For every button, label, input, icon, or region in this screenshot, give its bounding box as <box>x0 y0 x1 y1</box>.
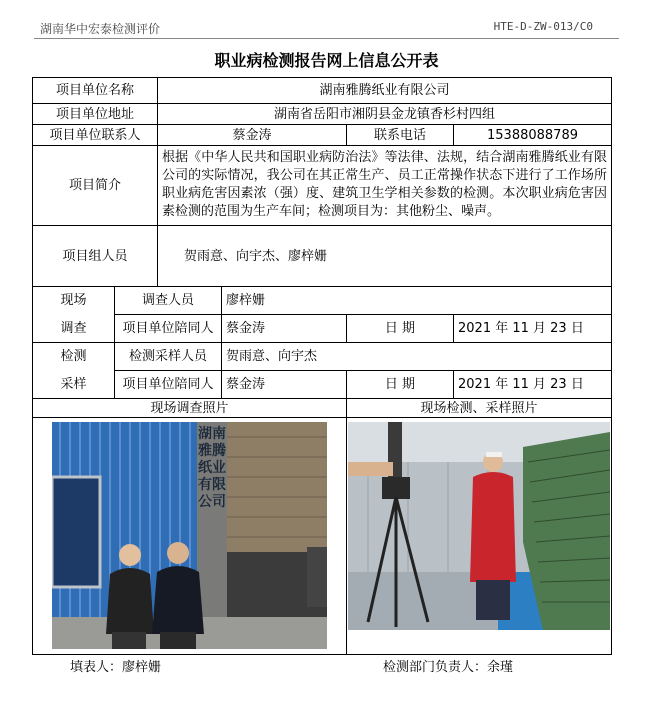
company-sign-text: 湖南雅腾纸业有限公司 <box>198 426 226 510</box>
filler-signature: 填表人：廖梓姗 <box>70 660 162 675</box>
unit-address-value: 湖南省岳阳市湘阴县金龙镇香杉村四组 <box>157 103 612 125</box>
survey-escort-value: 蔡金涛 <box>221 314 347 343</box>
survey-escort-label: 项目单位陪同人 <box>114 314 222 343</box>
survey-date-label: 日 期 <box>346 314 454 343</box>
sampling-date-label: 日 期 <box>346 370 454 399</box>
phone-label: 联系电话 <box>346 124 454 146</box>
sampling-date-value: 2021 年 11 月 23 日 <box>453 370 612 399</box>
investigator-value: 廖梓姗 <box>221 286 612 315</box>
intro-label: 项目简介 <box>32 145 158 226</box>
unit-name-label: 项目单位名称 <box>32 77 158 104</box>
team-label: 项目组人员 <box>32 225 158 287</box>
sampler-value: 贺雨意、向宇杰 <box>221 342 612 371</box>
header-company: 湖南华中宏泰检测评价 <box>40 22 161 36</box>
phone-value: 15388088789 <box>453 124 612 146</box>
sampling-label-line2: 采样 <box>60 376 87 392</box>
contact-label: 项目单位联系人 <box>32 124 158 146</box>
sampling-escort-value: 蔡金涛 <box>221 370 347 399</box>
sampler-label: 检测采样人员 <box>114 342 222 371</box>
page-title: 职业病检测报告网上信息公开表 <box>214 51 439 70</box>
investigator-label: 调查人员 <box>114 286 222 315</box>
sampling-label-line1: 检测 <box>60 348 87 364</box>
unit-name-value: 湖南雅腾纸业有限公司 <box>157 77 612 104</box>
intro-text: 根据《中华人民共和国职业病防治法》等法律、法规，结合湖南雅腾纸业有限公司的实际情况，我公司在其正常生产、员工正常操作状态下进行了工作场所职业病危害因素浓（强）度、建筑卫生学相关参数的检测。本次职业病危害因素检测的范围为生产车间；检测项目为：其他粉尘、噪声。 <box>157 145 612 226</box>
header-divider <box>34 38 619 39</box>
contact-value: 蔡金涛 <box>157 124 347 146</box>
unit-address-label: 项目单位地址 <box>32 103 158 125</box>
sampling-escort-label: 项目单位陪同人 <box>114 370 222 399</box>
manager-signature: 检测部门负责人：余瑾 <box>383 660 514 675</box>
survey-label-line2: 调查 <box>60 320 87 336</box>
survey-photo-illustration <box>52 422 327 649</box>
survey-photo <box>52 422 327 649</box>
sampling-photo-caption: 现场检测、采样照片 <box>346 398 612 418</box>
sampling-photo <box>348 422 610 630</box>
header-doc-code: HTE-D-ZW-013/C0 <box>493 20 593 33</box>
survey-label-line1: 现场 <box>60 292 87 308</box>
team-value: 贺雨意、向宇杰、廖梓姗 <box>157 225 612 287</box>
sampling-photo-illustration <box>348 422 610 630</box>
survey-photo-caption: 现场调查照片 <box>32 398 347 418</box>
survey-date-value: 2021 年 11 月 23 日 <box>453 314 612 343</box>
